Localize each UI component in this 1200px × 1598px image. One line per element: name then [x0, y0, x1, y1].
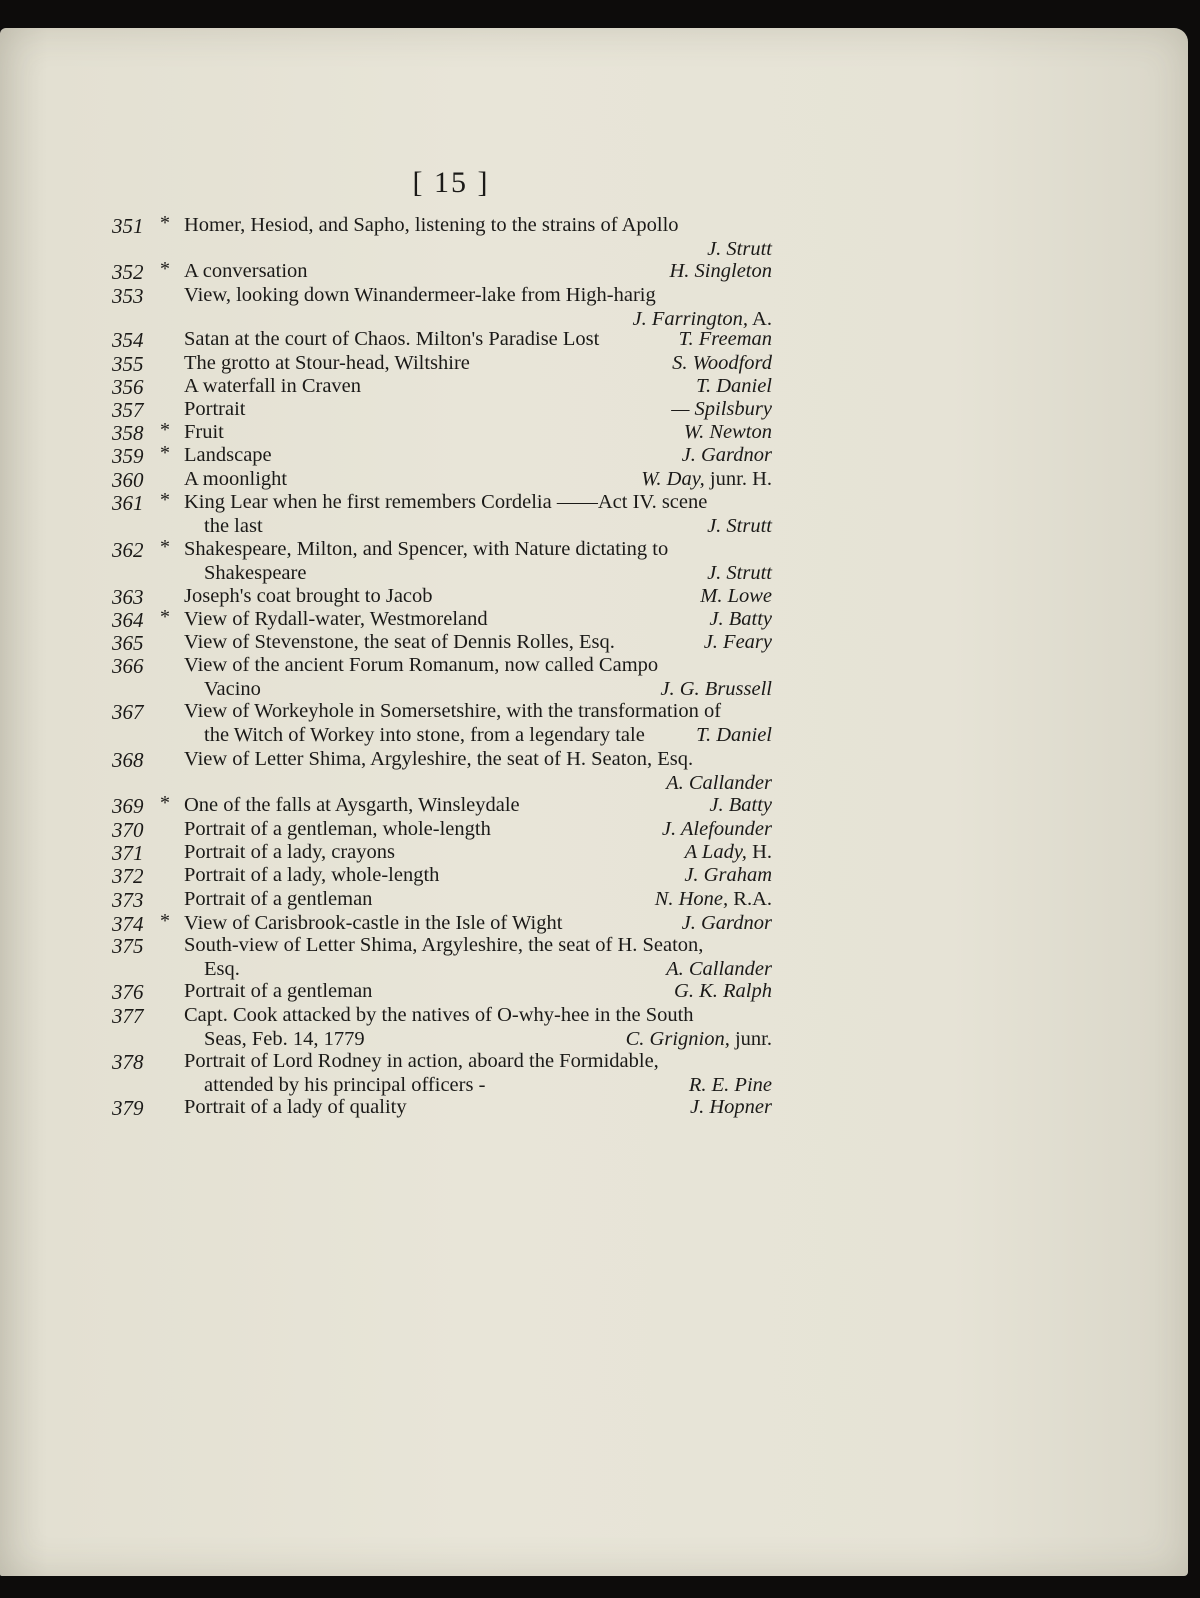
entry-title: A waterfall in Craven [184, 375, 362, 397]
artist-name [666, 772, 772, 795]
entry-number: 369 [112, 794, 144, 818]
entry-number: 366 [112, 654, 144, 678]
artist-name-text: J. Farrington, [632, 308, 749, 330]
entry-title: View of Letter Shima, Argyleshire, the seat of H. Seaton, Esq. [184, 748, 694, 770]
artist-name [655, 888, 772, 911]
artist-name [685, 841, 772, 864]
entry-number: 357 [112, 398, 144, 422]
artist-name-text: J. Batty [709, 794, 772, 816]
asterisk-mark: * [160, 536, 170, 558]
asterisk-mark: * [160, 792, 170, 814]
entry-number: 355 [112, 352, 144, 376]
entry-number: 352 [112, 260, 144, 284]
entry-title: A conversation [184, 260, 308, 282]
artist-name-text: N. Hone, [654, 888, 729, 910]
artist-name [689, 1074, 772, 1097]
asterisk-mark: * [160, 606, 170, 628]
artist-name [672, 352, 772, 375]
entry-title: A moonlight [184, 468, 288, 490]
entry-number: 358 [112, 421, 144, 445]
artist-name [671, 398, 772, 421]
artist-name [696, 375, 772, 398]
artist-name [690, 1096, 772, 1119]
asterisk-mark: * [160, 419, 170, 441]
artist-name [682, 912, 772, 935]
artist-name [700, 585, 772, 608]
artist-suffix: junr. H. [704, 468, 772, 490]
entry-number: 374 [112, 912, 144, 936]
entry-title: View of Carisbrook-castle in the Isle of Wight [184, 912, 563, 934]
artist-name-text: J. Gardnor [681, 444, 772, 466]
artist-name-text: M. Lowe [700, 585, 772, 607]
entry-number: 356 [112, 375, 144, 399]
entry-title: Portrait of a gentleman [184, 888, 373, 910]
artist-name-text: T. Daniel [696, 724, 772, 746]
entry-number: 362 [112, 538, 144, 562]
artist-name [670, 260, 773, 283]
artist-name [696, 724, 772, 747]
artist-name-text: S. Woodford [672, 352, 772, 374]
entry-number: 370 [112, 818, 144, 842]
entry-title: One of the falls at Aysgarth, Winsleydale [184, 794, 520, 816]
artist-name-text: T. Freeman [678, 328, 772, 350]
artist-name-text: C. Grignion, [625, 1028, 730, 1050]
artist-name-text: J. Strutt [707, 515, 772, 537]
entry-title: View, looking down Winandermeer-lake from High-harig [184, 284, 656, 306]
entry-number: 371 [112, 841, 144, 865]
entry-title: Portrait [184, 398, 246, 420]
artist-name-text: J. Graham [684, 864, 772, 886]
entry-title: Shakespeare, Milton, and Spencer, with Nature dictating to [184, 538, 669, 560]
asterisk-mark: * [160, 910, 170, 932]
artist-name [679, 328, 772, 351]
entry-number: 378 [112, 1050, 144, 1074]
artist-name [709, 794, 772, 817]
artist-name-text: G. K. Ralph [674, 980, 772, 1002]
entry-number: 373 [112, 888, 144, 912]
entry-title: Portrait of Lord Rodney in action, aboard the Formidable, [184, 1050, 659, 1072]
artist-suffix: A. [748, 308, 772, 330]
entry-title: Capt. Cook attacked by the natives of O-why-hee in the South [184, 1004, 694, 1026]
entry-title: Landscape [184, 444, 272, 466]
entry-title: Portrait of a gentleman [184, 980, 373, 1002]
entry-title: King Lear when he first remembers Cordelia ——Act IV. scene [184, 491, 708, 513]
entry-number: 363 [112, 585, 144, 609]
entry-number: 351 [112, 214, 144, 238]
entry-title: View of Stevenstone, the seat of Dennis Rolles, Esq. [184, 631, 615, 653]
entry-title: Satan at the court of Chaos. Milton's Paradise Lost [184, 328, 600, 350]
artist-name-text: J. Hopner [690, 1096, 772, 1118]
entry-title: South-view of Letter Shima, Argyleshire, the seat of H. Seaton, [184, 934, 704, 956]
asterisk-mark: * [160, 442, 170, 464]
entry-title: Joseph's coat brought to Jacob [184, 585, 433, 607]
entry-number: 368 [112, 748, 144, 772]
document-page [0, 28, 1188, 1576]
entry-title: Portrait of a gentleman, whole-length [184, 818, 491, 840]
entry-title: Portrait of a lady of quality [184, 1096, 407, 1118]
entry-number: 377 [112, 1004, 144, 1028]
artist-suffix: H. [746, 841, 772, 863]
artist-name-text: J. Batty [709, 608, 772, 630]
entry-title: Fruit [184, 421, 224, 443]
asterisk-mark: * [160, 258, 170, 280]
artist-name [684, 421, 772, 444]
artist-name-text: J. Alefounder [661, 818, 772, 840]
artist-name [674, 980, 772, 1003]
entry-title: Portrait of a lady, crayons [184, 841, 396, 863]
artist-name [660, 678, 772, 701]
artist-name [709, 608, 772, 631]
entry-title: View of Rydall-water, Westmoreland [184, 608, 488, 630]
asterisk-mark: * [160, 212, 170, 234]
artist-name-text: A. Callander [666, 772, 772, 794]
entry-number: 372 [112, 864, 144, 888]
entry-title: View of Workeyhole in Somersetshire, with the transformation of [184, 700, 722, 722]
catalogue-entries [0, 28, 1188, 1576]
artist-name-text: W. Day, [641, 468, 705, 490]
artist-name [666, 958, 772, 981]
entry-number: 367 [112, 700, 144, 724]
artist-name [684, 864, 772, 887]
artist-name-text: T. Daniel [696, 375, 772, 397]
entry-number: 360 [112, 468, 144, 492]
artist-name-text: A. Callander [666, 958, 772, 980]
artist-suffix: junr. [729, 1028, 772, 1050]
entry-title: View of the ancient Forum Romanum, now called Campo [184, 654, 659, 676]
artist-name-text: J. Gardnor [681, 912, 772, 934]
entry-number: 375 [112, 934, 144, 958]
entry-number: 361 [112, 491, 144, 515]
artist-name-text: J. G. Brussell [660, 678, 772, 700]
artist-name [682, 444, 772, 467]
entry-number: 364 [112, 608, 144, 632]
artist-name [662, 818, 772, 841]
artist-name-text: H. Singleton [669, 260, 772, 282]
artist-name [707, 515, 772, 538]
entry-title-continued: Seas, Feb. 14, 1779 [204, 1028, 365, 1050]
artist-name-text: A Lady, [684, 841, 747, 863]
artist-name-text: J. Strutt [707, 238, 772, 260]
artist-name [641, 468, 772, 491]
artist-name-text: J. Feary [703, 631, 772, 653]
entry-number: 359 [112, 444, 144, 468]
entry-title-continued: Vacino [204, 678, 261, 700]
artist-name [707, 238, 772, 261]
entry-title: Homer, Hesiod, and Sapho, listening to the strains of Apollo [184, 214, 679, 236]
entry-title-continued: attended by his principal officers - [204, 1074, 486, 1096]
artist-name-text: R. E. Pine [688, 1074, 772, 1096]
entry-title: Portrait of a lady, whole-length [184, 864, 440, 886]
entry-number: 379 [112, 1096, 144, 1120]
entry-title: The grotto at Stour-head, Wiltshire [184, 352, 470, 374]
artist-suffix: R.A. [728, 888, 772, 910]
asterisk-mark: * [160, 489, 170, 511]
page-number: [ 15 ] [412, 166, 490, 199]
entry-number: 376 [112, 980, 144, 1004]
artist-name-text: W. Newton [683, 421, 772, 443]
entry-number: 354 [112, 328, 144, 352]
entry-title-continued: the Witch of Workey into stone, from a legendary tale [204, 724, 645, 746]
entry-title-continued: Esq. [204, 958, 240, 980]
entry-number: 353 [112, 284, 144, 308]
artist-name [704, 631, 772, 654]
entry-title-continued: Shakespeare [204, 562, 307, 584]
artist-name-text: J. Strutt [707, 562, 772, 584]
entry-number: 365 [112, 631, 144, 655]
entry-title-continued: the last [204, 515, 263, 537]
artist-name [707, 562, 772, 585]
artist-name [626, 1028, 772, 1051]
artist-name-text: — Spilsbury [671, 398, 772, 420]
